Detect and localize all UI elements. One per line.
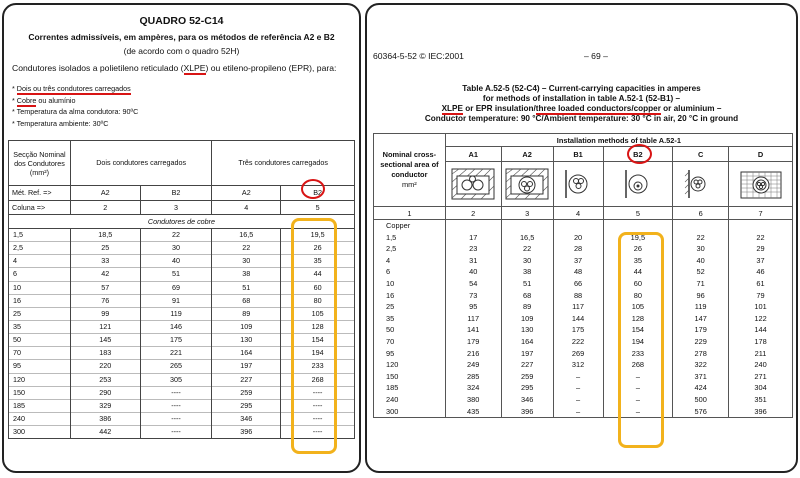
right-method: D <box>729 147 793 162</box>
table-cell: 20 <box>553 232 603 244</box>
table-cell: 300 <box>9 426 71 439</box>
table-cell: 175 <box>140 334 212 347</box>
table-cell: – <box>553 394 603 406</box>
table-cell: 71 <box>673 278 729 290</box>
b2-circle-highlight <box>301 179 325 199</box>
table-cell: 117 <box>553 301 603 313</box>
table-cell: 164 <box>501 336 553 348</box>
table-cell: 31 <box>445 255 501 267</box>
left-title: QUADRO 52-C14 <box>139 15 224 27</box>
method-a2-icon <box>501 162 553 207</box>
table-cell: – <box>603 394 673 406</box>
coluna-label: Coluna => <box>9 201 71 215</box>
table-cell: 44 <box>603 266 673 278</box>
table-cell: 396 <box>729 406 793 418</box>
table-cell: 40 <box>673 255 729 267</box>
table-cell: 154 <box>281 334 355 347</box>
table-cell: 66 <box>553 278 603 290</box>
table-cell: 371 <box>673 371 729 383</box>
table-cell: 109 <box>501 313 553 325</box>
right-capacity-table <box>373 133 793 418</box>
right-column-number: 2 <box>445 207 501 220</box>
table-cell: 150 <box>9 386 71 399</box>
table-cell: 22 <box>501 243 553 255</box>
table-cell: 22 <box>729 232 793 244</box>
table-cell: 105 <box>603 301 673 313</box>
page-number: – 69 – <box>584 51 608 61</box>
table-cell: 285 <box>445 371 501 383</box>
left-column-number: 3 <box>140 201 212 215</box>
table-row <box>374 382 793 394</box>
table-cell: 105 <box>281 307 355 320</box>
table-cell: 119 <box>140 307 212 320</box>
table-cell: 51 <box>140 268 212 281</box>
table-cell: 4 <box>9 255 71 268</box>
table-cell: 216 <box>445 348 501 360</box>
table-cell: 185 <box>374 382 446 394</box>
table-cell: 185 <box>9 399 71 412</box>
column5-yellow-highlight <box>618 232 664 448</box>
table-cell: ---- <box>140 399 212 412</box>
table-cell: 119 <box>673 301 729 313</box>
table-cell: ---- <box>281 399 355 412</box>
std-reference: 60364-5-52 © IEC:2001 <box>373 51 464 61</box>
table-row <box>374 371 793 383</box>
table-cell: 30 <box>501 255 553 267</box>
met-ref-label: Mét. Ref. => <box>9 186 71 201</box>
left-head-section: Secção Nominal dos Condutores (mm²) <box>9 141 71 186</box>
table-cell: 183 <box>70 347 140 360</box>
table-cell: 271 <box>729 371 793 383</box>
table-cell: 95 <box>445 301 501 313</box>
table-cell: – <box>603 371 673 383</box>
bullet-temp-ambient: * Temperatura ambiente: 30ºC <box>12 119 109 128</box>
table-cell: 435 <box>445 406 501 418</box>
table-cell: 351 <box>729 394 793 406</box>
table-cell: 1,5 <box>9 229 71 242</box>
method-d-icon <box>729 162 793 207</box>
table-cell: 144 <box>729 324 793 336</box>
table-cell: ---- <box>140 386 212 399</box>
left-column-number: 4 <box>212 201 281 215</box>
right-title-2: for methods of installation in table A.52-1 (52-B1) – <box>482 94 681 103</box>
table-cell: 268 <box>603 359 673 371</box>
table-cell: 122 <box>729 313 793 325</box>
left-method: A2 <box>212 186 281 201</box>
table-cell: 18,5 <box>70 229 140 242</box>
bullet-loaded: * Dois ou três condutores carregados <box>12 84 131 93</box>
table-cell: 95 <box>374 348 446 360</box>
table-cell: 194 <box>281 347 355 360</box>
table-cell: 2,5 <box>374 243 446 255</box>
table-cell: 19,5 <box>281 229 355 242</box>
copper-label: Condutores de cobre <box>9 215 355 229</box>
table-cell: 197 <box>212 360 281 373</box>
left-column-number: 2 <box>70 201 140 215</box>
table-cell: 175 <box>553 324 603 336</box>
table-cell: 26 <box>281 242 355 255</box>
table-cell: 16 <box>9 294 71 307</box>
table-cell: 50 <box>9 334 71 347</box>
table-row <box>374 232 793 244</box>
table-cell: 150 <box>374 371 446 383</box>
table-cell: 89 <box>501 301 553 313</box>
left-subtitle: Correntes admissíveis, em ampères, para os métodos de referência A2 e B2 <box>28 32 335 42</box>
table-cell: 6 <box>9 268 71 281</box>
table-cell: ---- <box>281 426 355 439</box>
table-cell: 60 <box>281 281 355 294</box>
table-cell: 69 <box>140 281 212 294</box>
table-cell: 76 <box>70 294 140 307</box>
table-cell: 120 <box>374 359 446 371</box>
right-method-b2-marked: B2 <box>603 147 673 162</box>
table-cell: 268 <box>281 373 355 386</box>
table-cell: 35 <box>374 313 446 325</box>
table-cell: 220 <box>70 360 140 373</box>
table-cell: 73 <box>445 290 501 302</box>
table-cell: 30 <box>212 255 281 268</box>
table-cell: 295 <box>501 382 553 394</box>
table-cell: 259 <box>212 386 281 399</box>
table-cell: 48 <box>553 266 603 278</box>
method-b1-icon <box>553 162 603 207</box>
table-cell: 25 <box>9 307 71 320</box>
table-cell: 16,5 <box>501 232 553 244</box>
right-column-number: 7 <box>729 207 793 220</box>
table-cell: 35 <box>281 255 355 268</box>
table-row <box>374 406 793 418</box>
table-cell: 26 <box>603 243 673 255</box>
b2-circle-highlight <box>627 144 652 164</box>
table-cell: 128 <box>603 313 673 325</box>
table-cell: 35 <box>9 320 71 333</box>
table-cell: 51 <box>501 278 553 290</box>
table-cell: 197 <box>501 348 553 360</box>
table-cell: 380 <box>445 394 501 406</box>
table-row <box>374 266 793 278</box>
table-cell: 40 <box>140 255 212 268</box>
table-cell: 80 <box>281 294 355 307</box>
table-cell: 240 <box>9 412 71 425</box>
table-cell: 70 <box>374 336 446 348</box>
right-column-number: 3 <box>501 207 553 220</box>
table-cell: 576 <box>673 406 729 418</box>
table-cell: 38 <box>501 266 553 278</box>
method-b2-icon <box>603 162 673 207</box>
three-loaded-copper-marked: three loaded conductors/copper <box>535 104 661 113</box>
table-cell: 2,5 <box>9 242 71 255</box>
table-cell: 17 <box>445 232 501 244</box>
table-cell: 120 <box>9 373 71 386</box>
table-cell: 304 <box>729 382 793 394</box>
table-cell: 117 <box>445 313 501 325</box>
table-cell: 51 <box>212 281 281 294</box>
table-cell: – <box>603 382 673 394</box>
table-cell: 28 <box>553 243 603 255</box>
table-row <box>374 336 793 348</box>
table-cell: 99 <box>70 307 140 320</box>
table-cell: 16 <box>374 290 446 302</box>
left-method: A2 <box>70 186 140 201</box>
table-cell: 89 <box>212 307 281 320</box>
table-cell: 88 <box>553 290 603 302</box>
table-cell: 229 <box>673 336 729 348</box>
table-cell: 6 <box>374 266 446 278</box>
table-cell: 79 <box>729 290 793 302</box>
table-row <box>374 324 793 336</box>
table-cell: 305 <box>140 373 212 386</box>
table-cell: 10 <box>374 278 446 290</box>
table-cell: 10 <box>9 281 71 294</box>
table-cell: 269 <box>553 348 603 360</box>
table-cell: 16,5 <box>212 229 281 242</box>
table-cell: 23 <box>445 243 501 255</box>
table-cell: 37 <box>729 255 793 267</box>
table-row <box>374 243 793 255</box>
table-cell: 227 <box>501 359 553 371</box>
bullet-temp-conductor: * Temperatura da alma condutora: 90ºC <box>12 107 139 116</box>
table-cell: 130 <box>212 334 281 347</box>
table-cell: 101 <box>729 301 793 313</box>
table-cell: 70 <box>9 347 71 360</box>
table-cell: 128 <box>281 320 355 333</box>
table-cell: 146 <box>140 320 212 333</box>
table-cell: 40 <box>445 266 501 278</box>
left-head-three: Três condutores carregados <box>212 141 355 186</box>
table-cell: 44 <box>281 268 355 281</box>
table-row <box>374 290 793 302</box>
table-cell: 68 <box>212 294 281 307</box>
table-cell: 57 <box>70 281 140 294</box>
table-cell: 25 <box>70 242 140 255</box>
table-cell: 121 <box>70 320 140 333</box>
table-cell: 109 <box>212 320 281 333</box>
table-cell: ---- <box>140 426 212 439</box>
table-cell: 141 <box>445 324 501 336</box>
table-cell: 1,5 <box>374 232 446 244</box>
right-document-panel <box>365 3 798 473</box>
table-cell: 259 <box>501 371 553 383</box>
table-cell: 322 <box>673 359 729 371</box>
table-cell: 22 <box>212 242 281 255</box>
table-cell: 68 <box>501 290 553 302</box>
table-cell: 29 <box>729 243 793 255</box>
table-cell: 324 <box>445 382 501 394</box>
table-cell: – <box>553 382 603 394</box>
table-cell: 253 <box>70 373 140 386</box>
right-method: A2 <box>501 147 553 162</box>
table-cell: 194 <box>603 336 673 348</box>
table-cell: 80 <box>603 290 673 302</box>
right-column-number: 6 <box>673 207 729 220</box>
left-column-number: 5 <box>281 201 355 215</box>
table-cell: 240 <box>374 394 446 406</box>
table-cell: 52 <box>673 266 729 278</box>
table-cell: 164 <box>212 347 281 360</box>
table-cell: 25 <box>374 301 446 313</box>
table-cell: 265 <box>140 360 212 373</box>
table-cell: 95 <box>9 360 71 373</box>
table-cell: 240 <box>729 359 793 371</box>
table-cell: 130 <box>501 324 553 336</box>
table-cell: 278 <box>673 348 729 360</box>
table-cell: 386 <box>70 412 140 425</box>
table-row <box>374 301 793 313</box>
right-column-number: 5 <box>603 207 673 220</box>
table-cell: 4 <box>374 255 446 267</box>
table-cell: 22 <box>673 232 729 244</box>
table-cell: 61 <box>729 278 793 290</box>
table-cell: 396 <box>212 426 281 439</box>
table-cell: 211 <box>729 348 793 360</box>
table-cell: 154 <box>603 324 673 336</box>
right-method: C <box>673 147 729 162</box>
right-method: B1 <box>553 147 603 162</box>
table-cell: 144 <box>553 313 603 325</box>
table-cell: 179 <box>445 336 501 348</box>
table-row <box>374 255 793 267</box>
table-cell: 30 <box>140 242 212 255</box>
table-cell: 233 <box>603 348 673 360</box>
table-cell: 249 <box>445 359 501 371</box>
table-cell: 221 <box>140 347 212 360</box>
table-cell: – <box>553 371 603 383</box>
xlpe-marked: XLPE <box>183 63 206 73</box>
table-row <box>374 394 793 406</box>
table-cell: – <box>603 406 673 418</box>
table-row <box>374 348 793 360</box>
table-cell: ---- <box>281 386 355 399</box>
table-cell: 290 <box>70 386 140 399</box>
table-cell: ---- <box>281 412 355 425</box>
right-head-methods: Installation methods of table A.52-1 <box>445 134 792 147</box>
left-document-panel <box>2 3 361 473</box>
left-head-two: Dois condutores carregados <box>70 141 212 186</box>
column5-yellow-highlight <box>291 218 337 454</box>
table-cell: 312 <box>553 359 603 371</box>
table-cell: 19,5 <box>603 232 673 244</box>
right-method: A1 <box>445 147 501 162</box>
table-cell: 424 <box>673 382 729 394</box>
xlpe-marked: XLPE <box>441 104 463 113</box>
right-title-4: Conductor temperature: 90 °C/Ambient temperature: 30 °C in air, 20 °C in ground <box>424 114 739 123</box>
table-cell: 227 <box>212 373 281 386</box>
left-method-b2-marked: B2 <box>281 186 355 201</box>
right-head-area: Nominal cross-sectional area of conductor mm² <box>374 134 446 207</box>
copper-label: Copper <box>374 220 446 232</box>
table-cell: 346 <box>501 394 553 406</box>
right-title-1: Table A.52-5 (52-C4) – Current-carrying capacities in amperes <box>462 84 701 93</box>
right-column-number: 4 <box>553 207 603 220</box>
table-row <box>374 359 793 371</box>
left-subtitle-ref: (de acordo com o quadro 52H) <box>123 46 240 56</box>
table-cell: 329 <box>70 399 140 412</box>
table-cell: 147 <box>673 313 729 325</box>
table-cell: 35 <box>603 255 673 267</box>
table-cell: 178 <box>729 336 793 348</box>
table-row <box>374 278 793 290</box>
table-cell: ---- <box>140 412 212 425</box>
table-cell: 37 <box>553 255 603 267</box>
left-method: B2 <box>140 186 212 201</box>
table-cell: 42 <box>70 268 140 281</box>
table-cell: 500 <box>673 394 729 406</box>
table-cell: 46 <box>729 266 793 278</box>
table-cell: 96 <box>673 290 729 302</box>
table-cell: 300 <box>374 406 446 418</box>
table-cell: 346 <box>212 412 281 425</box>
method-c-icon <box>673 162 729 207</box>
table-cell: 442 <box>70 426 140 439</box>
bullet-copper: * Cobre ou alumínio <box>12 96 76 105</box>
right-title-3: XLPE or EPR insulation/three loaded conductors/copper or aluminium – <box>441 104 722 113</box>
table-cell: 145 <box>70 334 140 347</box>
table-cell: 54 <box>445 278 501 290</box>
table-cell: – <box>553 406 603 418</box>
table-cell: 91 <box>140 294 212 307</box>
table-cell: 179 <box>673 324 729 336</box>
table-row <box>374 313 793 325</box>
table-cell: 222 <box>553 336 603 348</box>
table-cell: 30 <box>673 243 729 255</box>
right-table-body <box>374 232 793 418</box>
table-cell: 38 <box>212 268 281 281</box>
table-cell: 22 <box>140 229 212 242</box>
table-cell: 396 <box>501 406 553 418</box>
table-cell: 60 <box>603 278 673 290</box>
table-cell: 50 <box>374 324 446 336</box>
table-cell: 233 <box>281 360 355 373</box>
left-intro: Condutores isolados a polietileno reticulado (XLPE) ou etileno-propileno (EPR), para: <box>12 63 337 73</box>
table-cell: 33 <box>70 255 140 268</box>
method-a1-icon <box>445 162 501 207</box>
table-cell: 295 <box>212 399 281 412</box>
right-column-number: 1 <box>374 207 446 220</box>
